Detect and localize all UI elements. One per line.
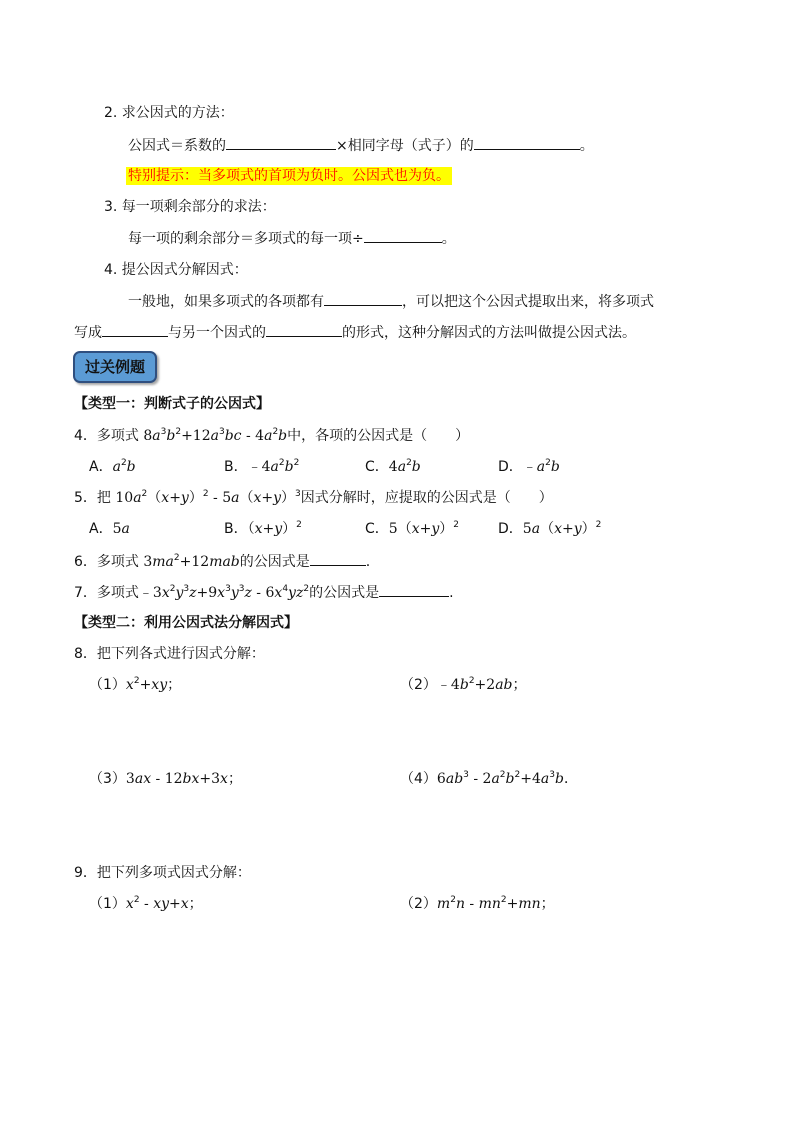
q6-answer-blank[interactable] bbox=[310, 551, 366, 566]
section4-para2-mid: 与另一个因式的 bbox=[168, 325, 266, 341]
section4-para2 bbox=[74, 322, 636, 343]
q4-tail: 中，各项的公因式是（ ） bbox=[287, 428, 470, 444]
q4-option-a[interactable]: A．$a^2b$ bbox=[89, 458, 136, 475]
section4-para2-post: 的形式，这种分解因式的方法叫做提公因式法。 bbox=[342, 325, 636, 341]
q9-prompt: 9．把下列多项式因式分解： bbox=[74, 865, 251, 881]
special-tip-text: 特别提示：当多项式的首项为负时。公因式也为负。 bbox=[128, 168, 450, 184]
section4-para2-pre: 写成 bbox=[74, 325, 102, 341]
q5-option-c[interactable]: C．$5(x+y)^2$ bbox=[365, 520, 459, 537]
q5-number: 5．把 bbox=[74, 490, 116, 506]
section4-para1 bbox=[128, 291, 654, 312]
blank-form[interactable] bbox=[266, 322, 342, 337]
section3-heading: 3. 每一项剩余部分的求法： bbox=[104, 199, 276, 215]
q9-part-2: $(2)m^2n - mn^2+mn$； bbox=[400, 895, 555, 912]
special-tip bbox=[126, 166, 452, 186]
section2-line-pre: 公因式＝系数的 bbox=[128, 138, 226, 154]
question-5: 5．把 $10a^2(x+y)^2 - 5a(x+y)^3$因式分解时，应提取的公因式是（ ） bbox=[74, 489, 553, 506]
q8-part-3: （3）3ax - 12bx+3x； bbox=[89, 771, 242, 787]
section3-formula bbox=[128, 228, 456, 249]
question-4: 4．多项式 $8a^3b^2+12a^3bc - 4a^2b$中，各项的公因式是（ ） bbox=[74, 427, 470, 444]
section2-formula bbox=[128, 135, 594, 156]
section2-line-end: 。 bbox=[579, 138, 594, 154]
q7-answer-blank[interactable] bbox=[379, 582, 449, 597]
q8-part-2: $(2)﹣4b^2+2ab$； bbox=[400, 676, 527, 693]
blank-divisor[interactable] bbox=[364, 228, 442, 243]
blank-coefficient[interactable] bbox=[226, 135, 336, 150]
q4-option-b[interactable]: B．$﹣4a^2b^2$ bbox=[224, 458, 300, 475]
type2-heading: 【类型二：利用公因式法分解因式】 bbox=[74, 615, 298, 631]
q8-part-4: $(4)6ab^3 - 2a^2b^2+4a^3b$． bbox=[400, 770, 578, 787]
blank-common-factor[interactable] bbox=[324, 291, 402, 306]
examples-badge: 过关例题 bbox=[73, 351, 157, 383]
section3-line-pre: 每一项的剩余部分＝多项式的每一项÷ bbox=[128, 231, 364, 247]
q7-end: . bbox=[449, 585, 454, 601]
section4-para1-post: ，可以把这个公因式提取出来，将多项式 bbox=[402, 294, 654, 310]
q4-option-c[interactable]: C．$4a^2b$ bbox=[365, 458, 421, 475]
section2-line-mid: ×相同字母（式子）的 bbox=[336, 138, 474, 154]
section4-heading: 4. 提公因式分解因式： bbox=[104, 262, 248, 278]
q6-post: 的公因式是 bbox=[239, 554, 310, 570]
q6-pre: 6．多项式 bbox=[74, 554, 144, 570]
type1-heading: 【类型一：判断式子的公因式】 bbox=[74, 396, 270, 412]
q9-part-1: $(1)x^2 - xy+x$； bbox=[89, 895, 203, 912]
q4-number: 4．多项式 bbox=[74, 428, 144, 444]
section4-para1-pre: 一般地，如果多项式的各项都有 bbox=[128, 294, 324, 310]
question-7: 7．多项式$﹣3x^2y^3z+9x^3y^3z - 6x^4yz^2$的公因式是 . bbox=[74, 584, 454, 601]
section3-line-end: 。 bbox=[441, 231, 456, 247]
q5-option-d[interactable]: D．$5a(x+y)^2$ bbox=[498, 520, 602, 537]
q5-tail: 因式分解时，应提取的公因式是（ ） bbox=[300, 490, 553, 506]
q8-prompt: 8．把下列各式进行因式分解： bbox=[74, 646, 265, 662]
q7-post: 的公因式是 bbox=[309, 585, 380, 601]
q6-end: . bbox=[365, 554, 371, 570]
question-6: 6．多项式 $3ma^2+12mab$的公因式是 . bbox=[74, 553, 371, 570]
q7-pre: 7．多项式 bbox=[74, 585, 139, 601]
blank-letters[interactable] bbox=[474, 135, 580, 150]
blank-written-as[interactable] bbox=[102, 322, 168, 337]
q4-option-d[interactable]: D．$﹣a^2b$ bbox=[498, 458, 560, 475]
q5-option-a[interactable]: A．5a bbox=[89, 521, 130, 537]
q8-part-1: $(1)x^2+xy$； bbox=[89, 676, 182, 693]
section2-heading: 2. 求公因式的方法： bbox=[104, 105, 234, 121]
q5-option-b[interactable]: B．$(x+y)^2$ bbox=[224, 520, 302, 537]
